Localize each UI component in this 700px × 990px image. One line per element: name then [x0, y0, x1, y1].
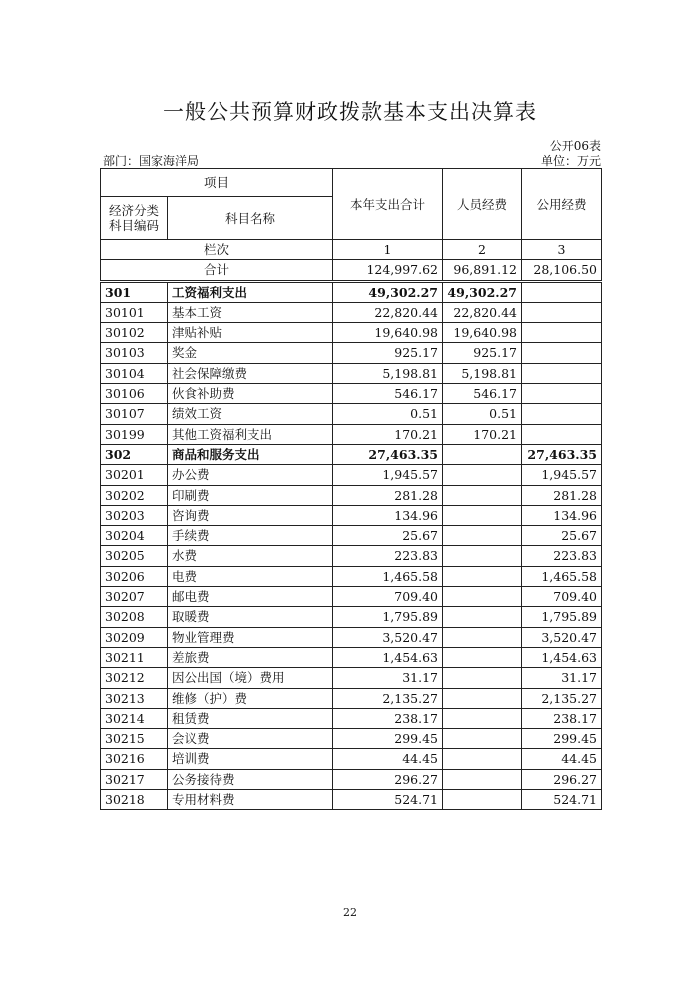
- row-name: 租赁费: [168, 708, 333, 728]
- row-total: 3,520.47: [333, 627, 443, 647]
- row-name: 会议费: [168, 729, 333, 749]
- row-code: 30217: [101, 769, 168, 789]
- row-code: 30207: [101, 587, 168, 607]
- row-personnel: [443, 505, 522, 525]
- row-total: 925.17: [333, 343, 443, 363]
- row-personnel: [443, 708, 522, 728]
- row-name: 社会保障缴费: [168, 363, 333, 383]
- row-name: 培训费: [168, 749, 333, 769]
- column-3: 3: [522, 240, 602, 260]
- table-row: [101, 526, 602, 546]
- form-number: 公开06表: [549, 139, 601, 153]
- row-name: 办公费: [168, 465, 333, 485]
- row-code: 30211: [101, 647, 168, 667]
- table-row: [101, 444, 602, 464]
- row-code: 30205: [101, 546, 168, 566]
- table-row: [101, 323, 602, 343]
- row-total: 31.17: [333, 668, 443, 688]
- row-total: 19,640.98: [333, 323, 443, 343]
- row-public: 44.45: [522, 749, 602, 769]
- row-total: 170.21: [333, 424, 443, 444]
- table-row: [101, 363, 602, 383]
- row-public: 31.17: [522, 668, 602, 688]
- row-total: 2,135.27: [333, 688, 443, 708]
- row-public: [522, 323, 602, 343]
- department-label: 部门：国家海洋局: [103, 154, 200, 168]
- row-code: 30101: [101, 302, 168, 322]
- row-name: 差旅费: [168, 647, 333, 667]
- row-total: 1,795.89: [333, 607, 443, 627]
- row-public: 25.67: [522, 526, 602, 546]
- row-code: 30209: [101, 627, 168, 647]
- row-public: [522, 424, 602, 444]
- row-name: 电费: [168, 566, 333, 586]
- table-row: [101, 729, 602, 749]
- table-row: [101, 769, 602, 789]
- table-row: [101, 587, 602, 607]
- row-total: 223.83: [333, 546, 443, 566]
- row-name: 印刷费: [168, 485, 333, 505]
- row-code: 30215: [101, 729, 168, 749]
- page-title: 一般公共预算财政拨款基本支出决算表: [163, 100, 537, 124]
- row-personnel: [443, 668, 522, 688]
- row-public: [522, 363, 602, 383]
- table-row: [101, 668, 602, 688]
- table-row: [101, 465, 602, 485]
- header-name: 科目名称: [168, 197, 333, 240]
- row-public: 524.71: [522, 790, 602, 810]
- row-public: [522, 281, 602, 302]
- table-row: [101, 790, 602, 810]
- row-total: 25.67: [333, 526, 443, 546]
- summary-label: 合计: [101, 260, 333, 281]
- row-public: 281.28: [522, 485, 602, 505]
- row-name: 取暖费: [168, 607, 333, 627]
- table-row: [101, 424, 602, 444]
- row-total: 27,463.35: [333, 444, 443, 464]
- header-total: 本年支出合计: [333, 169, 443, 240]
- unit-label: 单位：万元: [540, 154, 601, 168]
- column-2: 2: [443, 240, 522, 260]
- row-name: 基本工资: [168, 302, 333, 322]
- row-personnel: [443, 729, 522, 749]
- row-code: 30206: [101, 566, 168, 586]
- row-code: 30218: [101, 790, 168, 810]
- summary-personnel: 96,891.12: [443, 260, 522, 281]
- row-name: 手续费: [168, 526, 333, 546]
- row-personnel: 546.17: [443, 384, 522, 404]
- row-public: 1,465.58: [522, 566, 602, 586]
- table-row: [101, 566, 602, 586]
- header-project: 项目: [101, 169, 333, 197]
- table-row: [101, 749, 602, 769]
- summary-row: [101, 260, 602, 281]
- row-name: 专用材料费: [168, 790, 333, 810]
- row-public: 223.83: [522, 546, 602, 566]
- row-personnel: 925.17: [443, 343, 522, 363]
- row-personnel: [443, 566, 522, 586]
- row-total: 134.96: [333, 505, 443, 525]
- row-personnel: [443, 688, 522, 708]
- row-name: 维修（护）费: [168, 688, 333, 708]
- row-total: 299.45: [333, 729, 443, 749]
- row-name: 伙食补助费: [168, 384, 333, 404]
- row-total: 22,820.44: [333, 302, 443, 322]
- expenditure-table: [100, 168, 602, 810]
- row-personnel: [443, 546, 522, 566]
- row-code: 30106: [101, 384, 168, 404]
- row-public: 3,520.47: [522, 627, 602, 647]
- row-total: 5,198.81: [333, 363, 443, 383]
- table-row: [101, 546, 602, 566]
- row-code: 30107: [101, 404, 168, 424]
- row-total: 546.17: [333, 384, 443, 404]
- column-1: 1: [333, 240, 443, 260]
- table-row: [101, 302, 602, 322]
- row-personnel: [443, 769, 522, 789]
- row-name: 水费: [168, 546, 333, 566]
- row-name: 商品和服务支出: [168, 444, 333, 464]
- row-code: 30204: [101, 526, 168, 546]
- row-code: 30214: [101, 708, 168, 728]
- row-code: 30213: [101, 688, 168, 708]
- row-name: 绩效工资: [168, 404, 333, 424]
- summary-public: 28,106.50: [522, 260, 602, 281]
- row-public: [522, 404, 602, 424]
- table-row: [101, 505, 602, 525]
- row-total: 524.71: [333, 790, 443, 810]
- row-code: 30103: [101, 343, 168, 363]
- row-name: 物业管理费: [168, 627, 333, 647]
- row-personnel: 22,820.44: [443, 302, 522, 322]
- table-row: [101, 627, 602, 647]
- table-row: [101, 647, 602, 667]
- row-personnel: [443, 587, 522, 607]
- row-name: 工资福利支出: [168, 281, 333, 302]
- row-personnel: 170.21: [443, 424, 522, 444]
- header-personnel: 人员经费: [443, 169, 522, 240]
- row-total: 296.27: [333, 769, 443, 789]
- row-name: 津贴补贴: [168, 323, 333, 343]
- row-total: 1,945.57: [333, 465, 443, 485]
- table-row: [101, 384, 602, 404]
- table-row: [101, 404, 602, 424]
- row-public: 27,463.35: [522, 444, 602, 464]
- row-personnel: 0.51: [443, 404, 522, 424]
- table-row: [101, 708, 602, 728]
- summary-total: 124,997.62: [333, 260, 443, 281]
- row-name: 邮电费: [168, 587, 333, 607]
- header-public: 公用经费: [522, 169, 602, 240]
- row-code: 302: [101, 444, 168, 464]
- row-personnel: [443, 485, 522, 505]
- row-code: 30203: [101, 505, 168, 525]
- row-code: 30216: [101, 749, 168, 769]
- table-row: [101, 607, 602, 627]
- row-total: 49,302.27: [333, 281, 443, 302]
- row-personnel: 19,640.98: [443, 323, 522, 343]
- row-personnel: [443, 627, 522, 647]
- row-public: 134.96: [522, 505, 602, 525]
- row-code: 30201: [101, 465, 168, 485]
- row-public: [522, 302, 602, 322]
- row-code: 30202: [101, 485, 168, 505]
- row-public: [522, 343, 602, 363]
- row-personnel: 5,198.81: [443, 363, 522, 383]
- table-row: [101, 688, 602, 708]
- row-public: [522, 384, 602, 404]
- row-total: 1,454.63: [333, 647, 443, 667]
- row-name: 因公出国（境）费用: [168, 668, 333, 688]
- row-name: 公务接待费: [168, 769, 333, 789]
- row-total: 44.45: [333, 749, 443, 769]
- row-personnel: [443, 647, 522, 667]
- row-public: 2,135.27: [522, 688, 602, 708]
- row-total: 0.51: [333, 404, 443, 424]
- row-public: 296.27: [522, 769, 602, 789]
- row-personnel: [443, 607, 522, 627]
- row-code: 301: [101, 281, 168, 302]
- row-code: 30104: [101, 363, 168, 383]
- row-total: 709.40: [333, 587, 443, 607]
- page-number: 22: [343, 906, 357, 919]
- row-personnel: [443, 526, 522, 546]
- row-code: 30208: [101, 607, 168, 627]
- table-row: [101, 281, 602, 302]
- row-public: 299.45: [522, 729, 602, 749]
- row-total: 281.28: [333, 485, 443, 505]
- row-personnel: 49,302.27: [443, 281, 522, 302]
- row-public: 1,454.63: [522, 647, 602, 667]
- table-row: [101, 343, 602, 363]
- column-label: 栏次: [101, 240, 333, 260]
- row-public: 709.40: [522, 587, 602, 607]
- row-personnel: [443, 465, 522, 485]
- row-name: 奖金: [168, 343, 333, 363]
- row-code: 30102: [101, 323, 168, 343]
- table-row: [101, 485, 602, 505]
- row-public: 1,795.89: [522, 607, 602, 627]
- row-code: 30212: [101, 668, 168, 688]
- row-name: 其他工资福利支出: [168, 424, 333, 444]
- row-name: 咨询费: [168, 505, 333, 525]
- row-total: 238.17: [333, 708, 443, 728]
- row-public: 238.17: [522, 708, 602, 728]
- row-personnel: [443, 444, 522, 464]
- row-public: 1,945.57: [522, 465, 602, 485]
- header-code: 经济分类 科目编码: [101, 197, 168, 240]
- row-personnel: [443, 749, 522, 769]
- row-code: 30199: [101, 424, 168, 444]
- row-personnel: [443, 790, 522, 810]
- row-total: 1,465.58: [333, 566, 443, 586]
